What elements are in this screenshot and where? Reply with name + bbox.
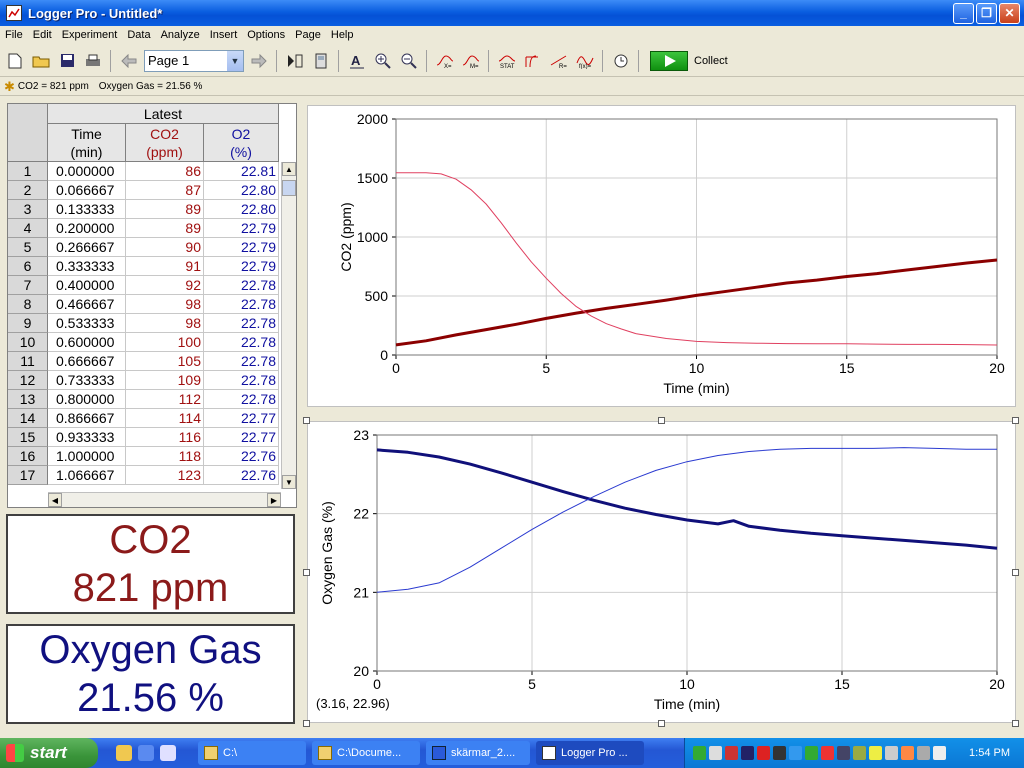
- system-tray: [684, 738, 1024, 768]
- new-file-icon[interactable]: [4, 50, 26, 72]
- cell-time[interactable]: 0.333333: [48, 257, 126, 276]
- collect-button[interactable]: [650, 49, 728, 73]
- cell-co2[interactable]: 92: [126, 276, 204, 295]
- window-title: Logger Pro - Untitled*: [28, 5, 163, 21]
- table-view-icon[interactable]: [284, 50, 306, 72]
- tray-app-icon[interactable]: [693, 746, 706, 760]
- x-tick-label: 20: [989, 676, 1005, 692]
- meter-value: 21.56 %: [77, 676, 224, 720]
- menu-analyze[interactable]: Analyze: [160, 29, 200, 41]
- media-player-quicklaunch-icon[interactable]: [160, 745, 176, 761]
- curve-fit-icon[interactable]: [574, 50, 596, 72]
- svg-text:A: A: [351, 52, 361, 68]
- cell-co2[interactable]: 86: [126, 162, 204, 181]
- cell-o2[interactable]: 22.77: [204, 428, 279, 447]
- oxygen-graph-panel[interactable]: [307, 421, 1016, 723]
- cell-co2[interactable]: 112: [126, 390, 204, 409]
- cell-o2[interactable]: 22.79: [204, 238, 279, 257]
- print-icon[interactable]: [82, 50, 104, 72]
- word-icon: [432, 746, 446, 760]
- cell-o2[interactable]: 22.80: [204, 200, 279, 219]
- resize-handle[interactable]: [1012, 417, 1019, 424]
- tray-app-icon[interactable]: [789, 746, 802, 760]
- play-icon[interactable]: [650, 51, 688, 71]
- logger-pro-icon: [542, 746, 556, 760]
- cell-co2[interactable]: 114: [126, 409, 204, 428]
- start-label: start: [30, 743, 67, 762]
- tray-app-icon[interactable]: [837, 746, 850, 760]
- page-select[interactable]: [144, 50, 244, 72]
- cell-co2[interactable]: 105: [126, 352, 204, 371]
- cell-time[interactable]: 0.866667: [48, 409, 126, 428]
- previous-page-icon[interactable]: [118, 50, 140, 72]
- cell-time[interactable]: 1.000000: [48, 447, 126, 466]
- scroll-left-icon[interactable]: ◀: [48, 493, 62, 507]
- co2-digital-meter[interactable]: [6, 514, 295, 614]
- tray-app-icon[interactable]: [805, 746, 818, 760]
- oxygen-graph[interactable]: [308, 422, 1015, 722]
- cell-time[interactable]: 0.200000: [48, 219, 126, 238]
- y-axis-label[interactable]: CO2 (ppm): [338, 202, 354, 272]
- cell-co2[interactable]: 91: [126, 257, 204, 276]
- resize-handle[interactable]: [303, 720, 310, 727]
- folder-icon: [204, 746, 218, 760]
- column-name: Time: [71, 126, 102, 142]
- meter-name: CO2: [109, 518, 192, 562]
- cell-co2[interactable]: 100: [126, 333, 204, 352]
- title-bar[interactable]: [0, 0, 1024, 26]
- resize-handle[interactable]: [658, 417, 665, 424]
- scroll-down-icon[interactable]: ▼: [282, 475, 296, 489]
- data-collection-clock-icon[interactable]: [610, 50, 632, 72]
- resize-handle[interactable]: [303, 569, 310, 576]
- x-tick-label: 5: [542, 360, 551, 376]
- collect-label: Collect: [694, 54, 728, 67]
- cell-co2[interactable]: 98: [126, 314, 204, 333]
- taskbar-item-documents[interactable]: [312, 741, 420, 765]
- cell-o2[interactable]: 22.76: [204, 466, 279, 485]
- task-label: C:\: [223, 747, 238, 759]
- toolbar-separator: [488, 50, 489, 72]
- svg-text:M=: M=: [470, 63, 479, 69]
- cell-co2[interactable]: 118: [126, 447, 204, 466]
- x-tick-label: 0: [392, 360, 400, 376]
- toolbar-separator: [338, 50, 339, 72]
- svg-text:R=: R=: [559, 63, 567, 69]
- tray-app-icon[interactable]: [741, 746, 754, 760]
- tray-app-icon[interactable]: [725, 746, 738, 760]
- lab-interface-icon[interactable]: [310, 50, 332, 72]
- toolbar-separator: [276, 50, 277, 72]
- row-number[interactable]: 9: [8, 314, 48, 333]
- zoom-in-icon[interactable]: [372, 50, 394, 72]
- cell-o2[interactable]: 22.80: [204, 181, 279, 200]
- cell-time[interactable]: 0.600000: [48, 333, 126, 352]
- y-tick-label: 500: [364, 288, 388, 304]
- horizontal-scrollbar[interactable]: [48, 492, 281, 507]
- cell-o2[interactable]: 22.77: [204, 409, 279, 428]
- cell-o2[interactable]: 22.76: [204, 447, 279, 466]
- y-tick-label: 0: [380, 347, 388, 363]
- cell-co2[interactable]: 109: [126, 371, 204, 390]
- cell-o2[interactable]: 22.79: [204, 219, 279, 238]
- cell-o2[interactable]: 22.79: [204, 257, 279, 276]
- y-tick-label: 1500: [356, 170, 388, 186]
- menu-insert[interactable]: Insert: [209, 29, 238, 41]
- data-set-header[interactable]: Latest: [48, 104, 279, 124]
- cell-time[interactable]: 0.133333: [48, 200, 126, 219]
- cell-time[interactable]: 0.800000: [48, 390, 126, 409]
- menu-options[interactable]: Options: [247, 29, 286, 41]
- folder-icon: [318, 746, 332, 760]
- resize-handle[interactable]: [303, 417, 310, 424]
- close-button[interactable]: ✕: [999, 3, 1020, 24]
- cell-o2[interactable]: 22.78: [204, 295, 279, 314]
- x-tick-label: 15: [838, 360, 855, 376]
- coordinate-readout: (3.16, 22.96): [316, 696, 390, 711]
- column-header-co2[interactable]: [126, 124, 204, 162]
- open-folder-icon[interactable]: [30, 50, 52, 72]
- tray-app-icon[interactable]: [869, 746, 882, 760]
- save-icon[interactable]: [56, 50, 78, 72]
- svg-text:X=: X=: [444, 63, 452, 69]
- y-tick-label: 1000: [356, 229, 388, 245]
- co2-readout[interactable]: CO2 = 821 ppm: [17, 81, 89, 92]
- autoscale-icon[interactable]: [346, 50, 368, 72]
- taskbar-item-word-document[interactable]: [426, 741, 530, 765]
- cell-co2[interactable]: 87: [126, 181, 204, 200]
- task-label: Logger Pro ...: [561, 747, 628, 759]
- toolbar: [0, 45, 1024, 77]
- row-number[interactable]: 14: [8, 409, 48, 428]
- tray-app-icon[interactable]: [917, 746, 930, 760]
- explorer-quicklaunch-icon[interactable]: [116, 745, 132, 761]
- meter-value: 821 ppm: [72, 566, 229, 610]
- menu-bar: [0, 26, 1024, 44]
- row-number[interactable]: 3: [8, 200, 48, 219]
- row-number[interactable]: 10: [8, 333, 48, 352]
- cell-time[interactable]: 0.533333: [48, 314, 126, 333]
- table-corner: [8, 104, 48, 162]
- svg-text:f(x)=: f(x)=: [579, 63, 592, 69]
- tray-app-icon[interactable]: [757, 746, 770, 760]
- start-button[interactable]: [0, 738, 98, 768]
- row-number[interactable]: 15: [8, 428, 48, 447]
- column-header-o2[interactable]: [204, 124, 279, 162]
- oxygen-digital-meter[interactable]: [6, 624, 295, 724]
- maximize-button[interactable]: ❐: [976, 3, 997, 24]
- cell-o2[interactable]: 22.81: [204, 162, 279, 181]
- cell-time[interactable]: 1.066667: [48, 466, 126, 485]
- cell-time[interactable]: 0.266667: [48, 238, 126, 257]
- cell-co2[interactable]: 116: [126, 428, 204, 447]
- row-number[interactable]: 6: [8, 257, 48, 276]
- minimize-button[interactable]: _: [953, 3, 974, 24]
- menu-edit[interactable]: Edit: [32, 29, 52, 41]
- x-tick-label: 0: [373, 676, 381, 692]
- linear-fit-icon[interactable]: [548, 50, 570, 72]
- scroll-up-icon[interactable]: ▲: [282, 162, 296, 176]
- clock: 1:54 PM: [969, 747, 1010, 759]
- tray-app-icon[interactable]: [821, 746, 834, 760]
- cell-time[interactable]: 0.933333: [48, 428, 126, 447]
- row-number[interactable]: 2: [8, 181, 48, 200]
- statistics-icon[interactable]: [496, 50, 518, 72]
- taskbar-item-logger-pro[interactable]: [536, 741, 644, 765]
- cell-time[interactable]: 0.066667: [48, 181, 126, 200]
- examine-icon[interactable]: [434, 50, 456, 72]
- cell-co2[interactable]: 89: [126, 200, 204, 219]
- column-unit: (min): [70, 144, 103, 160]
- row-number[interactable]: 11: [8, 352, 48, 371]
- resize-handle[interactable]: [1012, 569, 1019, 576]
- x-tick-label: 5: [528, 676, 536, 692]
- cell-o2[interactable]: 22.78: [204, 390, 279, 409]
- cell-co2[interactable]: 90: [126, 238, 204, 257]
- x-axis-label[interactable]: Time (min): [663, 380, 730, 396]
- row-number[interactable]: 5: [8, 238, 48, 257]
- column-name: CO2: [150, 126, 179, 142]
- cell-time[interactable]: 0.400000: [48, 276, 126, 295]
- co2-graph[interactable]: [308, 106, 1015, 406]
- resize-handle[interactable]: [1012, 720, 1019, 727]
- x-axis-label[interactable]: Time (min): [653, 696, 721, 712]
- toolbar-separator: [602, 50, 603, 72]
- y-tick-label: 20: [353, 663, 369, 679]
- x-tick-label: 15: [834, 676, 850, 692]
- cell-o2[interactable]: 22.78: [204, 314, 279, 333]
- volume-icon[interactable]: [933, 746, 946, 760]
- cell-o2[interactable]: 22.78: [204, 276, 279, 295]
- task-label: C:\Docume...: [337, 747, 402, 759]
- row-number[interactable]: 1: [8, 162, 48, 181]
- y-tick-label: 23: [353, 427, 369, 443]
- cell-o2[interactable]: 22.78: [204, 352, 279, 371]
- row-number[interactable]: 8: [8, 295, 48, 314]
- cell-co2[interactable]: 123: [126, 466, 204, 485]
- co2-graph-panel[interactable]: [307, 105, 1016, 407]
- cell-co2[interactable]: 89: [126, 219, 204, 238]
- x-tick-label: 20: [989, 360, 1005, 376]
- chevron-down-icon[interactable]: ▼: [227, 51, 243, 71]
- row-number[interactable]: 13: [8, 390, 48, 409]
- menu-file[interactable]: File: [5, 29, 23, 41]
- next-page-icon[interactable]: [248, 50, 270, 72]
- row-number[interactable]: 16: [8, 447, 48, 466]
- oxygen-readout[interactable]: Oxygen Gas = 21.56 %: [98, 81, 203, 92]
- tray-app-icon[interactable]: [853, 746, 866, 760]
- browser-quicklaunch-icon[interactable]: [138, 745, 154, 761]
- cell-time[interactable]: 0.666667: [48, 352, 126, 371]
- zoom-out-icon[interactable]: [398, 50, 420, 72]
- row-number[interactable]: 7: [8, 276, 48, 295]
- toolbar-separator: [110, 50, 111, 72]
- row-number[interactable]: 17: [8, 466, 48, 485]
- signal-icon[interactable]: [709, 746, 722, 760]
- menu-experiment[interactable]: Experiment: [61, 29, 118, 41]
- cell-time[interactable]: 0.733333: [48, 371, 126, 390]
- cell-o2[interactable]: 22.78: [204, 333, 279, 352]
- sensor-icon: ✱: [4, 78, 15, 94]
- menu-help[interactable]: Help: [330, 29, 354, 41]
- cell-o2[interactable]: 22.78: [204, 371, 279, 390]
- task-label: skärmar_2....: [451, 747, 516, 759]
- y-axis-label[interactable]: Oxygen Gas (%): [319, 501, 335, 605]
- taskbar: [0, 738, 1024, 768]
- column-header-time[interactable]: [48, 124, 126, 162]
- meter-name: Oxygen Gas: [39, 628, 262, 672]
- menu-data[interactable]: Data: [127, 29, 151, 41]
- page-select-value: Page 1: [148, 53, 190, 68]
- resize-handle[interactable]: [658, 720, 665, 727]
- tangent-icon[interactable]: [460, 50, 482, 72]
- x-tick-label: 10: [679, 676, 695, 692]
- y-tick-label: 22: [353, 505, 369, 522]
- logger-pro-app-icon: [6, 5, 22, 21]
- scroll-right-icon[interactable]: ▶: [267, 493, 281, 507]
- tray-app-icon[interactable]: [885, 746, 898, 760]
- svg-text:STAT: STAT: [500, 63, 515, 69]
- y-tick-label: 2000: [356, 111, 388, 127]
- scroll-thumb[interactable]: [282, 180, 296, 196]
- column-name: O2: [231, 126, 251, 142]
- tray-app-icon[interactable]: [901, 746, 914, 760]
- x-tick-label: 10: [688, 360, 705, 376]
- column-unit: (%): [230, 144, 252, 160]
- integral-icon[interactable]: [522, 50, 544, 72]
- toolbar-separator: [638, 50, 639, 72]
- row-number[interactable]: 4: [8, 219, 48, 238]
- cell-co2[interactable]: 98: [126, 295, 204, 314]
- menu-page[interactable]: Page: [295, 29, 321, 41]
- sensor-readout-bar: [0, 78, 1024, 96]
- y-tick-label: 21: [353, 584, 369, 601]
- row-number[interactable]: 12: [8, 371, 48, 390]
- vertical-scrollbar[interactable]: [281, 162, 296, 489]
- tray-app-icon[interactable]: [773, 746, 786, 760]
- toolbar-separator: [426, 50, 427, 72]
- column-unit: (ppm): [146, 144, 183, 160]
- data-table[interactable]: [7, 103, 297, 508]
- cell-time[interactable]: 0.000000: [48, 162, 126, 181]
- taskbar-item-c-drive[interactable]: [198, 741, 306, 765]
- windows-logo-icon: [6, 744, 24, 762]
- cell-time[interactable]: 0.466667: [48, 295, 126, 314]
